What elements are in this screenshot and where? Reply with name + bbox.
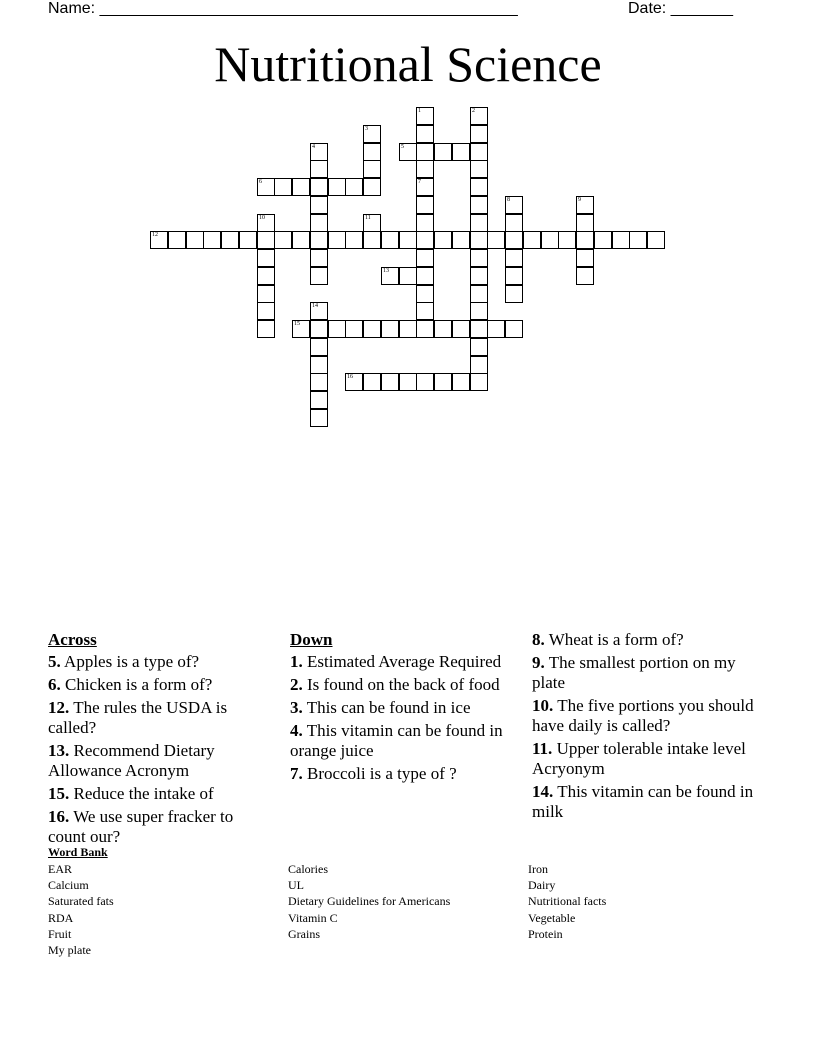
word-bank-item: UL — [288, 878, 304, 893]
grid-cell[interactable] — [434, 320, 452, 338]
grid-cell[interactable] — [310, 267, 328, 285]
clue-text: This vitamin can be found in milk — [532, 782, 754, 821]
grid-cell[interactable] — [381, 267, 399, 285]
down-heading: Down — [290, 630, 333, 649]
clue-item — [290, 675, 512, 695]
word-bank-item: My plate — [48, 943, 91, 958]
clue-text: Broccoli is a type of ? — [302, 764, 457, 783]
grid-cell[interactable] — [168, 231, 186, 249]
grid-cell[interactable] — [470, 143, 488, 161]
grid-cell[interactable] — [434, 373, 452, 391]
clue-item — [290, 764, 512, 784]
clue-number-label: 7 — [418, 179, 421, 185]
clue-number-label: 9 — [578, 197, 581, 203]
grid-cell[interactable] — [416, 143, 434, 161]
clue-number-label: 8 — [507, 197, 510, 203]
grid-cell[interactable] — [576, 231, 594, 249]
clue-number-label: 13 — [383, 268, 389, 274]
grid-cell[interactable] — [505, 320, 523, 338]
clue-number-label: 4 — [312, 144, 315, 150]
grid-cell[interactable] — [310, 338, 328, 356]
grid-cell[interactable] — [416, 178, 434, 196]
grid-cell[interactable] — [541, 231, 559, 249]
grid-cell[interactable] — [470, 285, 488, 303]
grid-cell[interactable] — [505, 231, 523, 249]
word-bank-heading: Word Bank — [48, 845, 108, 859]
clue-number-label: 2 — [472, 108, 475, 114]
clue-number: 15. — [48, 784, 70, 803]
grid-cell[interactable] — [470, 125, 488, 143]
clue-text: The rules the USDA is called? — [48, 698, 228, 737]
grid-cell[interactable] — [523, 231, 541, 249]
grid-cell[interactable] — [505, 196, 523, 214]
clue-number-label: 12 — [152, 232, 158, 238]
grid-cell[interactable] — [345, 373, 363, 391]
word-bank-column-3 — [528, 861, 606, 942]
grid-cell[interactable] — [434, 231, 452, 249]
clue-number: 13. — [48, 741, 70, 760]
grid-cell[interactable] — [470, 338, 488, 356]
grid-cell[interactable] — [310, 391, 328, 409]
grid-cell[interactable] — [416, 285, 434, 303]
down-clues-continued — [532, 630, 762, 825]
clue-number: 2. — [290, 675, 303, 694]
grid-cell[interactable] — [399, 231, 417, 249]
grid-cell[interactable] — [576, 267, 594, 285]
word-bank-item: RDA — [48, 910, 74, 925]
clue-item — [48, 652, 270, 672]
grid-cell[interactable] — [363, 125, 381, 143]
grid-cell[interactable] — [470, 373, 488, 391]
grid-cell[interactable] — [328, 231, 346, 249]
clue-item — [532, 653, 762, 693]
grid-cell[interactable] — [434, 143, 452, 161]
grid-cell[interactable] — [345, 178, 363, 196]
clue-item — [532, 739, 762, 779]
name-field[interactable]: Name: _______________________________________________ — [48, 0, 518, 17]
word-bank-item: Dairy — [528, 878, 556, 893]
word-bank-item: Fruit — [48, 926, 72, 941]
down-clues — [290, 630, 512, 787]
clue-number-label: 1 — [418, 108, 421, 114]
clue-number-label: 5 — [401, 144, 404, 150]
grid-cell[interactable] — [363, 373, 381, 391]
clue-number: 8. — [532, 630, 545, 649]
grid-cell[interactable] — [257, 267, 275, 285]
grid-cell[interactable] — [399, 373, 417, 391]
grid-cell[interactable] — [576, 214, 594, 232]
grid-cell[interactable] — [363, 231, 381, 249]
grid-cell[interactable] — [186, 231, 204, 249]
grid-cell[interactable] — [257, 285, 275, 303]
grid-cell[interactable] — [452, 231, 470, 249]
grid-cell[interactable] — [594, 231, 612, 249]
grid-cell[interactable] — [257, 178, 275, 196]
grid-cell[interactable] — [452, 320, 470, 338]
word-bank-item: Grains — [288, 926, 320, 941]
clue-number: 16. — [48, 807, 70, 826]
grid-cell[interactable] — [470, 196, 488, 214]
grid-cell[interactable] — [310, 373, 328, 391]
grid-cell[interactable] — [257, 302, 275, 320]
grid-cell[interactable] — [292, 231, 310, 249]
clue-text: Chicken is a form of? — [60, 675, 213, 694]
across-clues — [48, 630, 270, 850]
grid-cell[interactable] — [505, 267, 523, 285]
clue-text: Reduce the intake of — [69, 784, 214, 803]
clue-number-label: 14 — [312, 303, 318, 309]
crossword-grid — [0, 0, 816, 440]
grid-cell[interactable] — [310, 160, 328, 178]
clue-number: 10. — [532, 696, 554, 715]
clue-number: 7. — [290, 764, 303, 783]
grid-cell[interactable] — [310, 196, 328, 214]
grid-cell[interactable] — [470, 107, 488, 125]
grid-cell[interactable] — [345, 231, 363, 249]
clue-text: Is found on the back of food — [302, 675, 500, 694]
grid-cell[interactable] — [629, 231, 647, 249]
grid-cell[interactable] — [345, 320, 363, 338]
grid-cell[interactable] — [416, 196, 434, 214]
grid-cell[interactable] — [399, 267, 417, 285]
grid-cell[interactable] — [416, 267, 434, 285]
clue-text: This can be found in ice — [302, 698, 471, 717]
grid-cell[interactable] — [363, 320, 381, 338]
grid-cell[interactable] — [274, 178, 292, 196]
grid-cell[interactable] — [363, 160, 381, 178]
grid-cell[interactable] — [310, 356, 328, 374]
clue-number: 9. — [532, 653, 545, 672]
clue-item — [532, 630, 762, 650]
grid-cell[interactable] — [647, 231, 665, 249]
grid-cell[interactable] — [310, 178, 328, 196]
grid-cell[interactable] — [416, 160, 434, 178]
clue-number: 12. — [48, 698, 70, 717]
word-bank-item: Vitamin C — [288, 910, 338, 925]
grid-cell[interactable] — [257, 231, 275, 249]
word-bank-item: Dietary Guidelines for Americans — [288, 894, 451, 909]
clue-item — [290, 698, 512, 718]
grid-cell[interactable] — [487, 231, 505, 249]
grid-cell[interactable] — [416, 231, 434, 249]
clue-number-label: 11 — [365, 215, 371, 221]
grid-cell[interactable] — [416, 302, 434, 320]
grid-cell[interactable] — [310, 231, 328, 249]
grid-cell[interactable] — [310, 249, 328, 267]
grid-cell[interactable] — [381, 320, 399, 338]
grid-cell[interactable] — [310, 214, 328, 232]
word-bank-item: Calcium — [48, 878, 89, 893]
clue-item — [48, 784, 270, 804]
clue-number-label: 10 — [259, 215, 265, 221]
grid-cell[interactable] — [399, 320, 417, 338]
grid-cell[interactable] — [363, 178, 381, 196]
grid-cell[interactable] — [292, 178, 310, 196]
clue-text: This vitamin can be found in orange juice — [290, 721, 503, 760]
grid-cell[interactable] — [221, 231, 239, 249]
grid-cell[interactable] — [470, 249, 488, 267]
grid-cell[interactable] — [452, 373, 470, 391]
word-bank-column-2 — [288, 861, 450, 942]
grid-cell[interactable] — [292, 320, 310, 338]
clue-text: The smallest portion on my plate — [532, 653, 736, 692]
grid-cell[interactable] — [470, 214, 488, 232]
grid-cell[interactable] — [416, 214, 434, 232]
grid-cell[interactable] — [487, 320, 505, 338]
clue-item — [290, 652, 512, 672]
word-bank-item: EAR — [48, 862, 72, 876]
clue-number: 3. — [290, 698, 303, 717]
clue-number: 6. — [48, 675, 61, 694]
clue-number: 11. — [532, 739, 553, 758]
clue-text: Recommend Dietary Allowance Acronym — [48, 741, 215, 780]
grid-cell[interactable] — [310, 320, 328, 338]
clue-item — [48, 675, 270, 695]
clue-text: The five portions you should have daily is called? — [532, 696, 754, 735]
grid-cell[interactable] — [558, 231, 576, 249]
word-bank-item: Saturated fats — [48, 894, 114, 909]
clue-item — [532, 696, 762, 736]
grid-cell[interactable] — [470, 356, 488, 374]
grid-cell[interactable] — [203, 231, 221, 249]
word-bank-item: Nutritional facts — [528, 894, 607, 909]
grid-cell[interactable] — [576, 196, 594, 214]
clue-number-label: 15 — [294, 321, 300, 327]
clue-number: 14. — [532, 782, 554, 801]
grid-cell[interactable] — [399, 143, 417, 161]
clue-number-label: 3 — [365, 126, 368, 132]
grid-cell[interactable] — [505, 285, 523, 303]
grid-cell[interactable] — [257, 214, 275, 232]
grid-cell[interactable] — [416, 249, 434, 267]
grid-cell[interactable] — [416, 373, 434, 391]
grid-cell[interactable] — [505, 214, 523, 232]
word-bank-item: Iron — [528, 862, 548, 876]
grid-cell[interactable] — [612, 231, 630, 249]
clue-number: 1. — [290, 652, 303, 671]
clue-number-label: 6 — [259, 179, 262, 185]
grid-cell[interactable] — [416, 107, 434, 125]
grid-cell[interactable] — [452, 143, 470, 161]
clue-text: We use super fracker to count our? — [48, 807, 234, 846]
word-bank-item: Protein — [528, 926, 563, 941]
clue-text: Apples is a type of? — [60, 652, 200, 671]
grid-cell[interactable] — [257, 320, 275, 338]
grid-cell[interactable] — [470, 178, 488, 196]
clue-text: Upper tolerable intake level Acryonym — [532, 739, 746, 778]
clue-text: Estimated Average Required — [302, 652, 502, 671]
clue-number: 4. — [290, 721, 303, 740]
word-bank-item: Calories — [288, 862, 328, 876]
clue-number: 5. — [48, 652, 61, 671]
grid-cell[interactable] — [328, 178, 346, 196]
clue-item — [532, 782, 762, 822]
grid-cell[interactable] — [576, 249, 594, 267]
grid-cell[interactable] — [239, 231, 257, 249]
grid-cell[interactable] — [470, 231, 488, 249]
grid-cell[interactable] — [310, 409, 328, 427]
grid-cell[interactable] — [416, 125, 434, 143]
grid-cell[interactable] — [257, 249, 275, 267]
grid-cell[interactable] — [363, 214, 381, 232]
grid-cell[interactable] — [470, 160, 488, 178]
clue-item — [48, 741, 270, 781]
grid-cell[interactable] — [381, 373, 399, 391]
grid-cell[interactable] — [470, 267, 488, 285]
grid-cell[interactable] — [505, 249, 523, 267]
page-title: Nutritional Science — [214, 36, 602, 92]
word-bank-column-1 — [48, 861, 114, 958]
clue-item — [48, 698, 270, 738]
grid-cell[interactable] — [416, 320, 434, 338]
grid-cell[interactable] — [470, 320, 488, 338]
grid-cell[interactable] — [363, 143, 381, 161]
clue-item — [48, 807, 270, 847]
clue-text: Wheat is a form of? — [544, 630, 684, 649]
grid-cell[interactable] — [310, 143, 328, 161]
grid-cell[interactable] — [150, 231, 168, 249]
date-field[interactable]: Date: _______ — [628, 0, 733, 17]
clue-number-label: 16 — [347, 374, 353, 380]
grid-cell[interactable] — [470, 302, 488, 320]
grid-cell[interactable] — [328, 320, 346, 338]
grid-cell[interactable] — [274, 231, 292, 249]
grid-cell[interactable] — [381, 231, 399, 249]
clue-item — [290, 721, 512, 761]
grid-cell[interactable] — [310, 302, 328, 320]
across-heading: Across — [48, 630, 97, 649]
word-bank-item: Vegetable — [528, 910, 576, 925]
